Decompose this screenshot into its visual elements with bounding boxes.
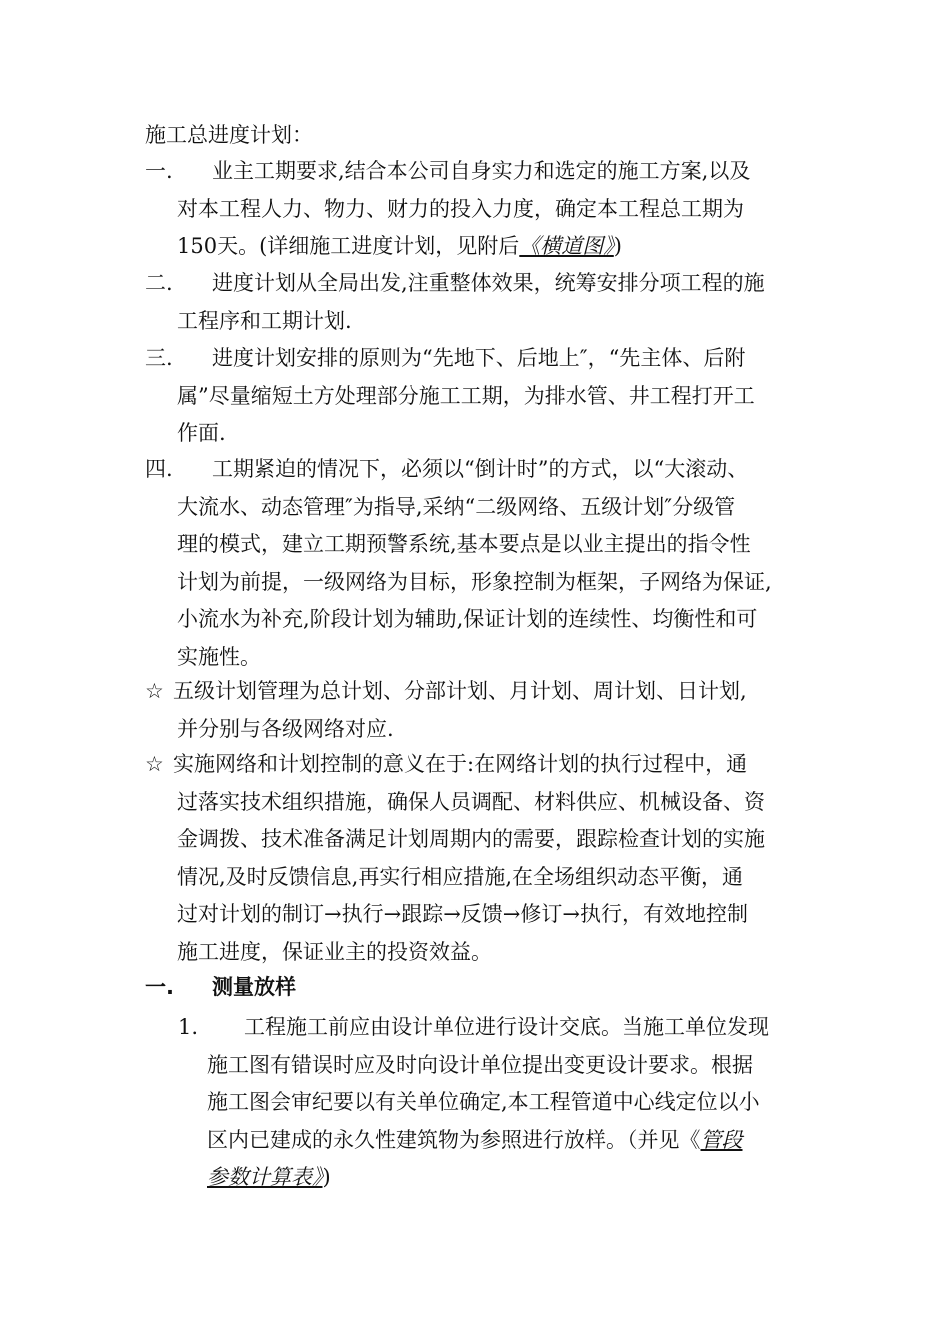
item-text: ) (322, 1165, 331, 1189)
list-item (145, 265, 845, 340)
star-item (145, 746, 845, 971)
list-marker: 四. (145, 457, 173, 481)
item-line: 属”尽量缩短土方处理部分施工工期，为排水管、井工程打开工 (177, 383, 755, 408)
item-line: 理的模式，建立工期预警系统,基本要点是以业主提出的指令性 (177, 532, 751, 556)
item-line: 金调拨、技术准备满足计划周期内的需要，跟踪检查计划的实施 (177, 827, 765, 851)
section-title-text: 测量放样 (212, 975, 296, 999)
item-line: 计划为前提，一级网络为目标，形象控制为框架，子网络为保证, (177, 569, 772, 594)
star-item (145, 673, 845, 748)
item-line: 工期紧迫的情况下，必须以“倒计时”的方式，以“大滚动、 (212, 457, 749, 481)
item-line: 并分别与各级网络对应. (177, 716, 394, 741)
item-line: 过落实技术组织措施，确保人员调配、材料供应、机械设备、资 (177, 789, 765, 814)
list-item (145, 153, 845, 266)
list-item (145, 451, 845, 676)
item-line: 工程序和工期计划. (177, 308, 352, 333)
item-text: 150天。(详细施工进度计划，见附后 (177, 234, 520, 258)
item-line: 五级计划管理为总计划、分部计划、月计划、周计划、日计划, (173, 679, 747, 703)
section-title (145, 972, 296, 1002)
list-marker: 一. (145, 159, 173, 183)
item-line: 施工进度，保证业主的投资效益。 (177, 939, 492, 964)
item-line (145, 228, 845, 266)
item-line: 情况,及时反馈信息,再实行相应措施,在全场组织动态平衡，通 (177, 864, 744, 889)
star-icon: ☆ (145, 679, 164, 703)
item-line: 过对计划的制订→执行→跟踪→反馈→修订→执行，有效地控制 (177, 902, 748, 926)
sub-list-item (178, 1008, 818, 1196)
item-line: 业主工期要求,结合本公司自身实力和选定的施工方案,以及 (212, 159, 751, 183)
item-line: 作面. (177, 421, 226, 445)
pipe-parameter-table-link[interactable]: 参数计算表》 (207, 1165, 323, 1189)
star-icon: ☆ (145, 752, 164, 776)
list-marker: 1. (178, 1015, 199, 1039)
item-line: 大流水、动态管理″为指导,采纳“二级网络、五级计划″分级管 (177, 494, 736, 519)
item-line: 小流水为补充,阶段计划为辅助,保证计划的连续性、均衡性和可 (177, 607, 758, 631)
gantt-chart-link[interactable]: 《横道图》 (519, 234, 614, 258)
pipe-parameter-table-link[interactable]: 管段 (700, 1127, 743, 1152)
item-line: 工程施工前应由设计单位进行设计交底。当施工单位发现 (244, 1015, 769, 1039)
item-line: 进度计划从全局出发,注重整体效果，统筹安排分项工程的施 (212, 271, 765, 295)
item-line: 施工图会审纪要以有关单位确定,本工程管道中心线定位以小 (207, 1090, 760, 1114)
item-line: 施工图有错误时应及时向设计单位提出变更设计要求。根据 (207, 1052, 753, 1077)
item-line: 对本工程人力、物力、财力的投入力度，确定本工程总工期为 (177, 196, 744, 221)
item-line (178, 1158, 818, 1196)
item-line: 进度计划安排的原则为“先地下、后地上″，“先主体、后附 (212, 346, 746, 370)
section-number: 一. (145, 975, 174, 999)
item-text: ) (613, 234, 622, 258)
list-marker: 三. (145, 346, 173, 370)
list-marker: 二. (145, 271, 173, 295)
item-line (178, 1121, 818, 1159)
item-line: 实施网络和计划控制的意义在于:在网络计划的执行过程中，通 (173, 752, 748, 776)
page-heading: 施工总进度计划： (145, 123, 313, 147)
list-item (145, 340, 845, 453)
item-line: 实施性。 (177, 644, 261, 669)
item-text: 区内已建成的永久性建筑物为参照进行放样。（并见《 (207, 1127, 701, 1152)
